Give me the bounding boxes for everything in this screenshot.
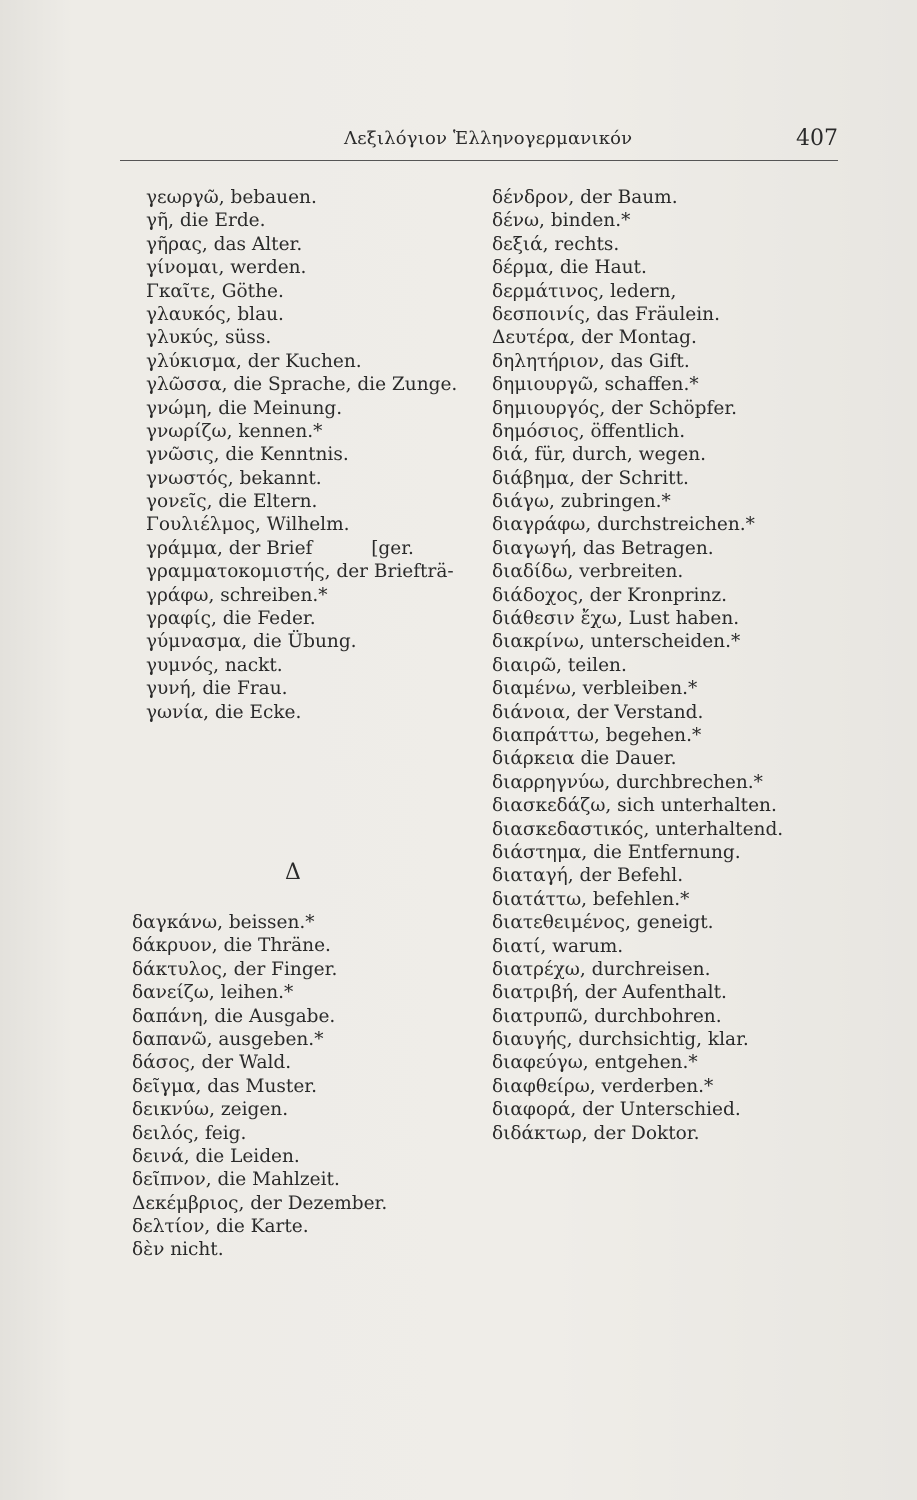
entry: δὲν nicht. [132,1239,224,1261]
entry: δένω, binden.* [492,210,631,232]
entry: διάρκεια die Dauer. [492,748,677,770]
entry: γωνία, die Ecke. [146,701,302,723]
entry: δαγκάνω, beissen.* [132,912,315,933]
entry: δένδρον, der Baum. [492,187,678,208]
entry: δερμάτινος, ledern, [492,280,677,302]
entry: Δεκέμβριος, der Dezember. [132,1192,388,1214]
entry: γύμνασμα, die Übung. [146,631,357,653]
page-header [120,128,838,158]
page-number: 407 [796,126,838,151]
entry: διαπράττω, begehen.* [492,724,702,746]
section-letter: Δ [285,860,301,885]
entry: διά, für, durch, wegen. [492,444,706,466]
entry: γῆ, die Erde. [146,210,266,232]
entry: διαφεύγω, entgehen.* [492,1052,698,1074]
entry: δάκτυλος, der Finger. [132,958,338,980]
entry: γίνομαι, werden. [146,257,307,279]
entry: διδάκτωρ, der Doktor. [492,1122,700,1144]
entry: δελτίον, die Karte. [132,1216,309,1238]
left-column-gamma [146,186,457,724]
entry: γραφίς, die Feder. [146,608,316,630]
entry: διατριβή, der Aufenthalt. [492,982,727,1004]
header-rule [120,160,838,161]
entry: διασκεδαστικός, unterhaltend. [492,818,784,840]
entry: διάθεσιν ἔχω, Lust haben. [492,608,740,630]
entry: διάβημα, der Schritt. [492,467,689,489]
entry: γραμματοκομιστής, der Briefträ- [146,561,454,583]
left-column-delta [132,911,387,1262]
entry: δεσποινίς, das Fräulein. [492,303,720,325]
entry: δαπάνη, die Ausgabe. [132,1005,336,1027]
entry: Δευτέρα, der Montag. [492,327,697,349]
entry: διατάττω, befehlen.* [492,888,690,910]
entry: διάνοια, der Verstand. [492,701,704,723]
entry: διαταγή, der Befehl. [492,865,684,887]
entry: διασκεδάζω, sich unterhalten. [492,795,777,817]
entry: δειλός, feig. [132,1122,247,1144]
entry: γλυκύς, süss. [146,327,272,349]
entry: διαφορά, der Unterschied. [492,1099,741,1121]
entry: γῆρας, das Alter. [146,233,303,255]
entry: διάγω, zubringen.* [492,491,671,513]
entry: διατεθειμένος, geneigt. [492,912,714,934]
running-title: Λεξιλόγιον Ἑλληνογερμανικόν [344,128,633,149]
entry: διαιρῶ, teilen. [492,654,627,676]
entry: δημιουργῶ, schaffen.* [492,374,699,396]
entry: διάστημα, die Entfernung. [492,841,741,863]
entry: διατρυπῶ, durchbohren. [492,1005,722,1027]
entry: δηλητήριον, das Gift. [492,350,690,372]
entry: διατρέχω, durchreisen. [492,958,711,980]
entry: δεξιά, rechts. [492,233,620,255]
entry: δέρμα, die Haut. [492,257,647,279]
entry: δεῖγμα, das Muster. [132,1075,317,1097]
entry: γνωστός, bekannt. [146,467,322,489]
entry: Γκαῖτε, Göthe. [146,280,284,302]
entry: δεῖπνον, die Mahlzeit. [132,1169,340,1191]
entry: γυνή, die Frau. [146,678,288,700]
entry: δεικνύω, zeigen. [132,1099,289,1121]
entry: δανείζω, leihen.* [132,982,294,1004]
entry: δεινά, die Leiden. [132,1145,300,1167]
entry: διαφθείρω, verderben.* [492,1075,714,1097]
entry: γράφω, schreiben.* [146,584,328,606]
entry: γεωργῶ, bebauen. [146,187,317,208]
entry: διαρρηγνύω, durchbrechen.* [492,771,763,793]
entry: γλαυκός, blau. [146,303,284,325]
entry: γλῶσσα, die Sprache, die Zunge. [146,374,458,396]
entry: γυμνός, nackt. [146,654,283,676]
entry: Γουλιέλμος, Wilhelm. [146,514,350,536]
entry: διαμένω, verbleiben.* [492,678,698,700]
entry: δημόσιος, öffentlich. [492,420,686,442]
entry: δάσος, der Wald. [132,1052,292,1074]
entry: γνῶσις, die Kenntnis. [146,444,349,466]
right-column [492,186,783,1145]
entry: δάκρυον, die Thräne. [132,935,331,957]
entry: δαπανῶ, ausgeben.* [132,1028,324,1050]
entry: διαγωγή, das Betragen. [492,537,714,559]
entry: διαδίδω, verbreiten. [492,561,684,583]
entry: διακρίνω, unterscheiden.* [492,631,741,653]
entry: δημιουργός, der Schöpfer. [492,397,738,419]
entry: διαγράφω, durchstreichen.* [492,514,755,536]
entry: γνώμη, die Meinung. [146,397,343,419]
entry: γονεῖς, die Eltern. [146,491,318,513]
entry: διατί, warum. [492,935,624,957]
entry: διαυγής, durchsichtig, klar. [492,1029,749,1051]
entry: γράμμα, der Brief [ger. [146,537,414,559]
entry: διάδοχος, der Kronprinz. [492,584,728,606]
entry: γνωρίζω, kennen.* [146,420,323,442]
entry: γλύκισμα, der Kuchen. [146,350,362,372]
